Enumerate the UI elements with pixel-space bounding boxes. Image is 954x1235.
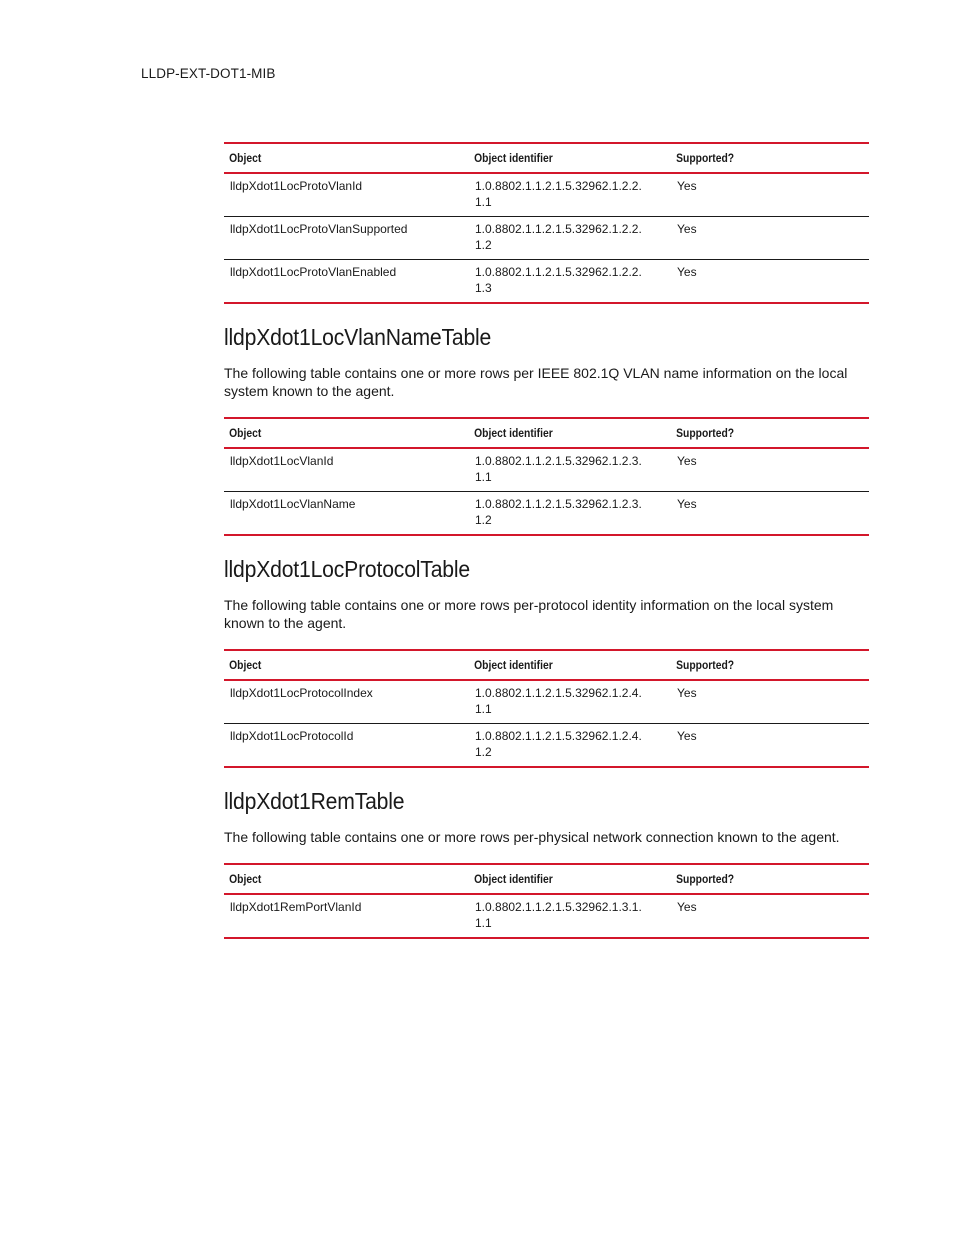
column-header-oid: Object identifier — [469, 418, 643, 448]
object-cell: lldpXdot1LocProtoVlanId — [224, 173, 469, 217]
running-header: LLDP-EXT-DOT1-MIB — [141, 66, 276, 81]
table-header-row — [224, 650, 869, 680]
column-header-object: Object — [224, 650, 435, 680]
mib-table-loc-vlan-name — [224, 417, 869, 536]
page-content — [224, 142, 869, 939]
supported-cell: Yes — [671, 448, 869, 492]
oid-cell: 1.0.8802.1.1.2.1.5.32962.1.2.3. 1.2 — [469, 492, 671, 536]
column-header-object: Object — [224, 864, 435, 894]
column-header-supported: Supported? — [671, 418, 841, 448]
table-row — [224, 217, 869, 260]
mib-table-loc-protocol — [224, 649, 869, 768]
oid-cell: 1.0.8802.1.1.2.1.5.32962.1.2.3. 1.1 — [469, 448, 671, 492]
column-header-supported: Supported? — [671, 143, 841, 173]
column-header-oid: Object identifier — [469, 143, 643, 173]
column-header-object: Object — [224, 418, 435, 448]
oid-cell: 1.0.8802.1.1.2.1.5.32962.1.2.2. 1.3 — [469, 260, 671, 304]
object-cell: lldpXdot1LocProtoVlanSupported — [224, 217, 469, 260]
table-row — [224, 260, 869, 304]
table-row — [224, 448, 869, 492]
oid-cell: 1.0.8802.1.1.2.1.5.32962.1.3.1. 1.1 — [469, 894, 671, 938]
section-heading: lldpXdot1RemTable — [224, 788, 405, 814]
object-cell: lldpXdot1LocProtocolId — [224, 724, 469, 768]
supported-cell: Yes — [671, 260, 869, 304]
supported-cell: Yes — [671, 894, 869, 938]
supported-cell: Yes — [671, 173, 869, 217]
oid-cell: 1.0.8802.1.1.2.1.5.32962.1.2.2. 1.1 — [469, 173, 671, 217]
section-description: The following table contains one or more rows per-protocol identity information on the local system known to the agent. — [224, 597, 834, 631]
oid-cell: 1.0.8802.1.1.2.1.5.32962.1.2.4. 1.2 — [469, 724, 671, 768]
section-heading: lldpXdot1LocProtocolTable — [224, 556, 470, 582]
table-row — [224, 680, 869, 724]
supported-cell: Yes — [671, 492, 869, 536]
oid-cell: 1.0.8802.1.1.2.1.5.32962.1.2.2. 1.2 — [469, 217, 671, 260]
object-cell: lldpXdot1LocVlanName — [224, 492, 469, 536]
supported-cell: Yes — [671, 217, 869, 260]
mib-table-rem — [224, 863, 869, 939]
table-row — [224, 492, 869, 536]
section-description: The following table contains one or more rows per-physical network connection known to the agent. — [224, 829, 840, 845]
column-header-oid: Object identifier — [469, 864, 643, 894]
table-row — [224, 173, 869, 217]
object-cell: lldpXdot1LocProtoVlanEnabled — [224, 260, 469, 304]
table-row — [224, 894, 869, 938]
section-heading: lldpXdot1LocVlanNameTable — [224, 324, 492, 350]
column-header-oid: Object identifier — [469, 650, 643, 680]
supported-cell: Yes — [671, 680, 869, 724]
table-row — [224, 724, 869, 768]
mib-table-loc-proto-vlan — [224, 142, 869, 304]
column-header-supported: Supported? — [671, 650, 841, 680]
object-cell: lldpXdot1RemPortVlanId — [224, 894, 469, 938]
table-header-row — [224, 864, 869, 894]
oid-cell: 1.0.8802.1.1.2.1.5.32962.1.2.4. 1.1 — [469, 680, 671, 724]
column-header-supported: Supported? — [671, 864, 841, 894]
supported-cell: Yes — [671, 724, 869, 768]
section-description: The following table contains one or more rows per IEEE 802.1Q VLAN name information on the local system known to the agent. — [224, 365, 848, 399]
object-cell: lldpXdot1LocVlanId — [224, 448, 469, 492]
table-header-row — [224, 418, 869, 448]
table-header-row — [224, 143, 869, 173]
object-cell: lldpXdot1LocProtocolIndex — [224, 680, 469, 724]
column-header-object: Object — [224, 143, 435, 173]
